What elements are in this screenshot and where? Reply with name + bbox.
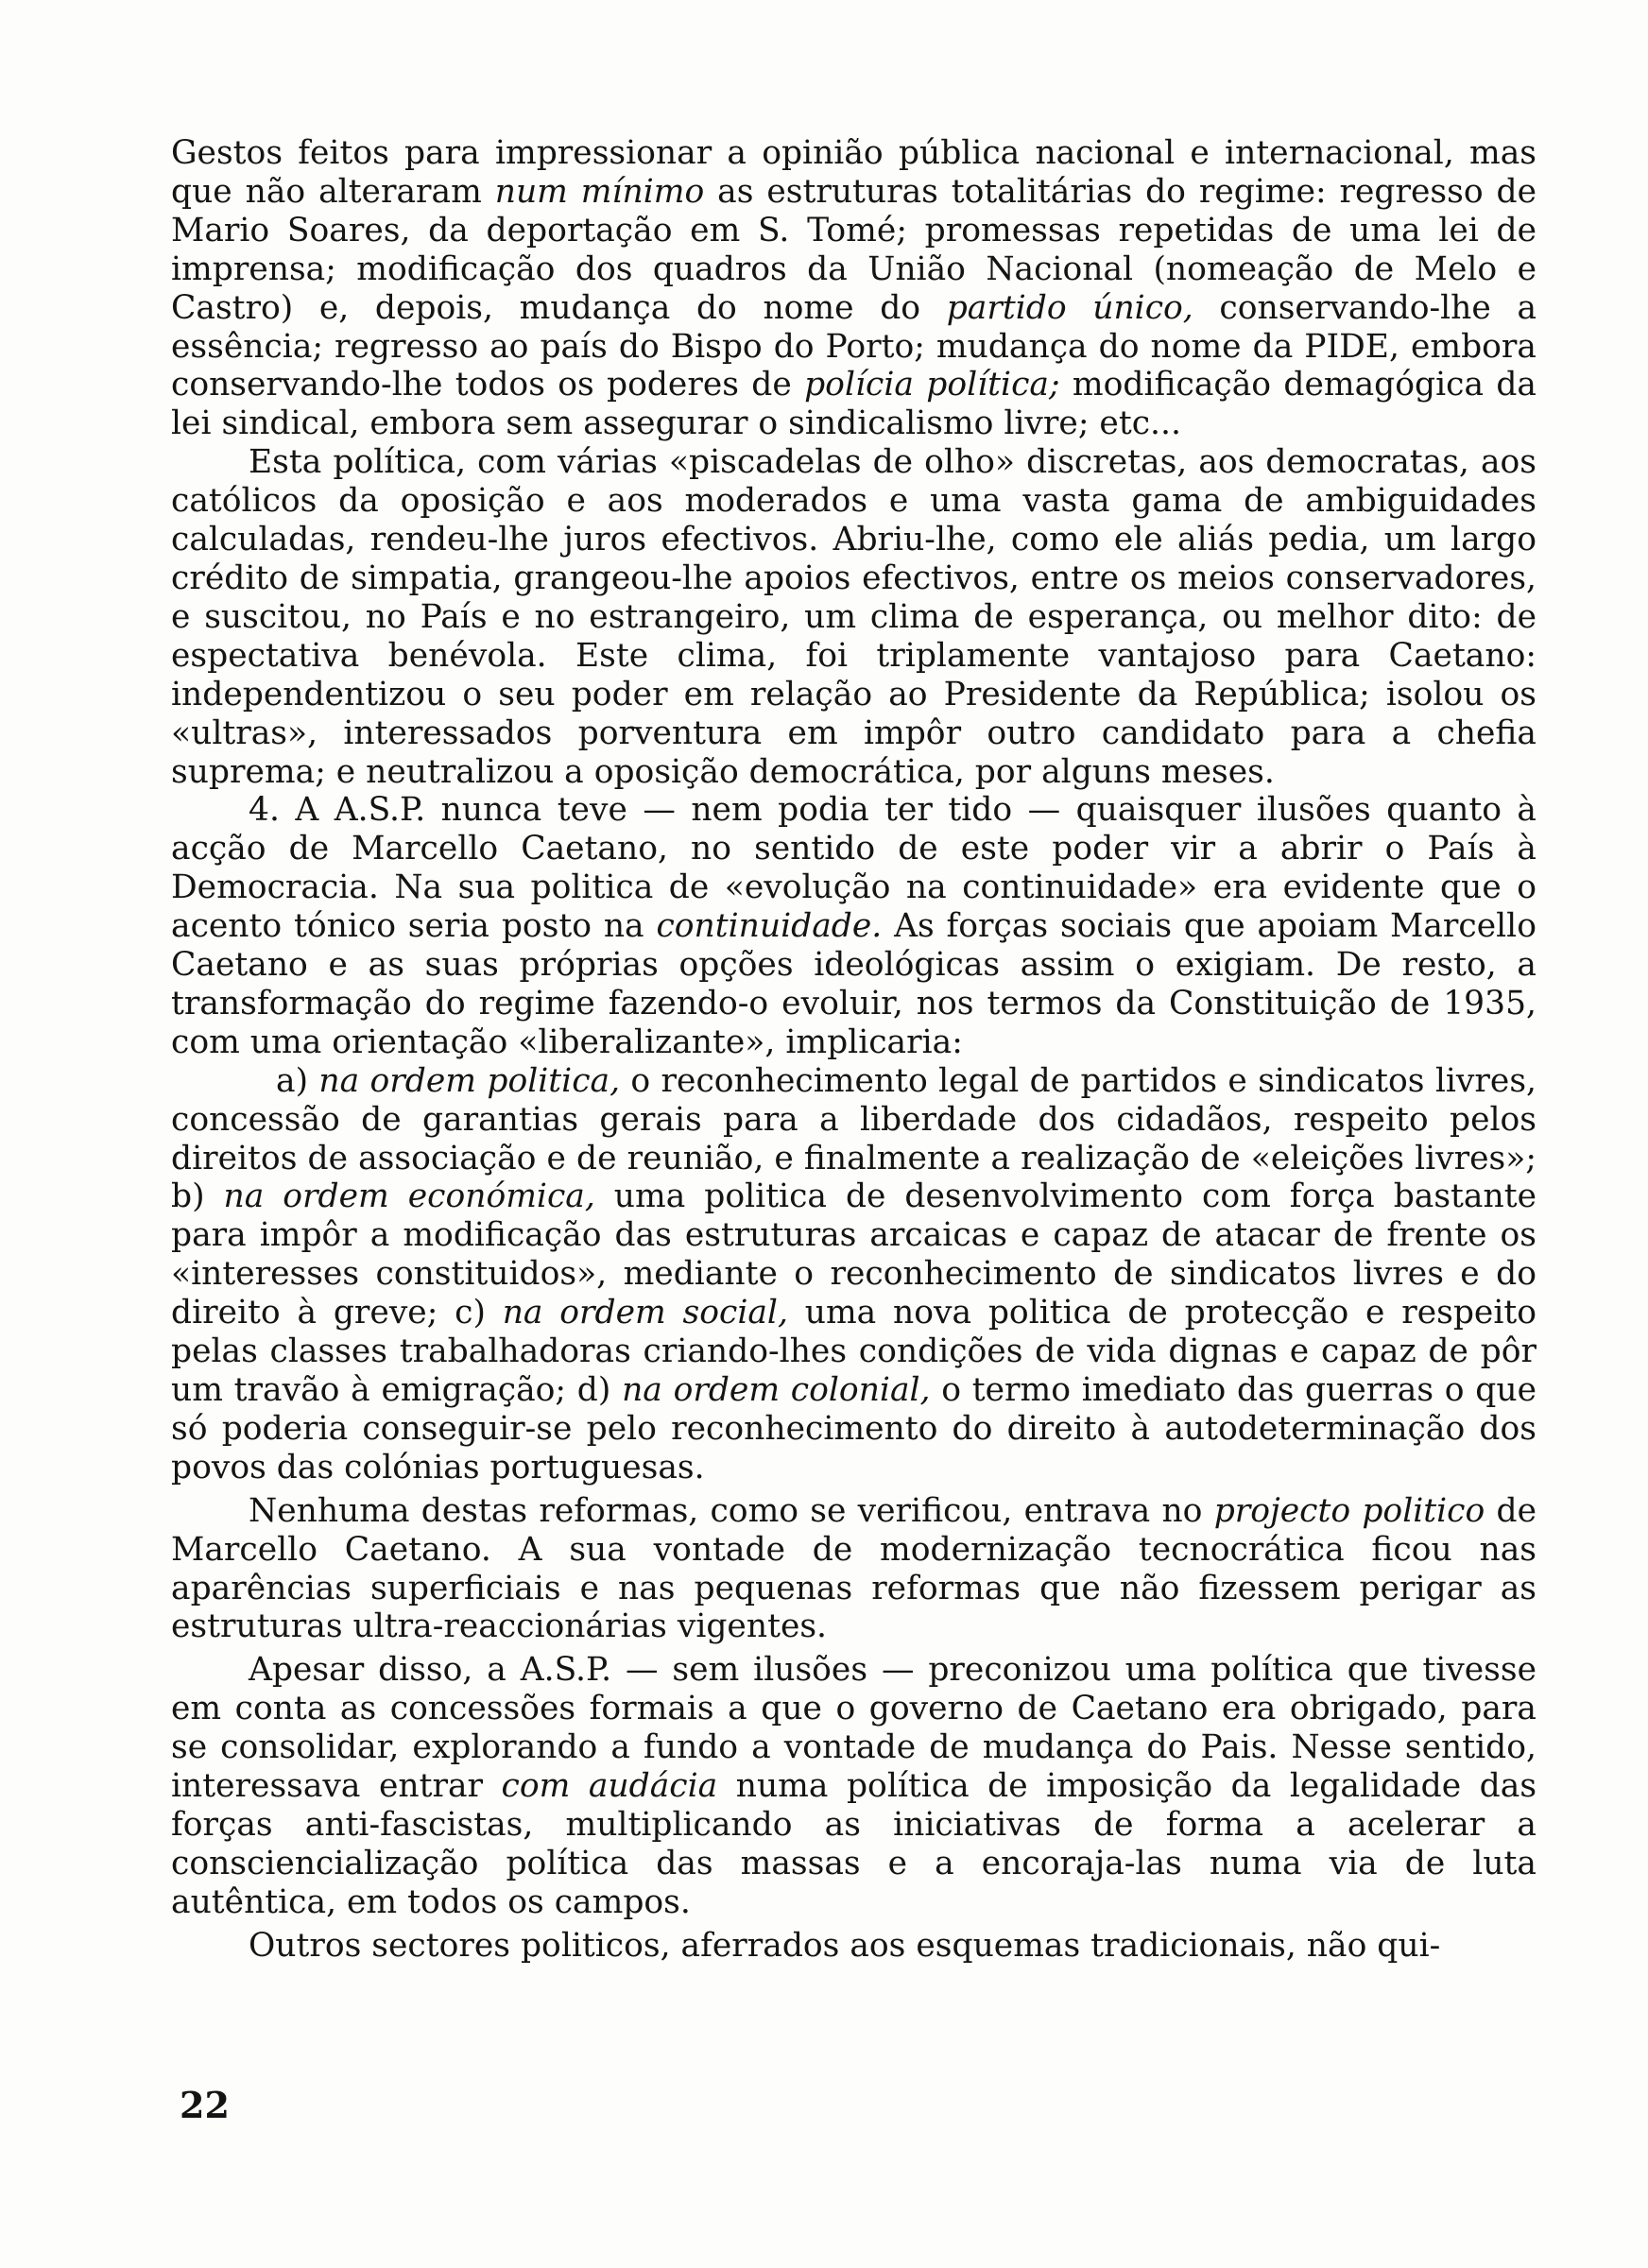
- italic-phrase: na ordem social,: [502, 1294, 788, 1332]
- text-run: uma politica de desenvolvimento com força bastante para impôr a modificação das estruturas arcaicas e capaz de atacar de frente os «interesses constituidos», mediante o reconhecimento de sindicatos livres e do direito à greve; c): [171, 1177, 1536, 1332]
- text-run: Nenhuma destas reformas, como se verificou, entrava no: [249, 1491, 1214, 1530]
- paragraph-reform-list: [171, 1062, 1536, 1487]
- italic-phrase: com audácia: [501, 1767, 718, 1806]
- text-run: as estruturas totalitárias do regime: regresso de Mario Soares, da deportação em S. Tomé; promessas repetidas de uma lei de imprensa; modificação dos quadros da União Nacional (nomeação de Melo e Castro) e, depois, mudança do nome do: [171, 172, 1536, 327]
- italic-phrase: continuidade.: [656, 907, 883, 946]
- body-text: [171, 134, 1536, 1966]
- text-run: Gestos feitos para impressionar a opinião pública nacional e internacional, mas que não alteraram: [171, 134, 1536, 211]
- text-run: Apesar disso, a A.S.P. — sem ilusões — preconizou uma política que tivesse em conta as concessões formais a que o governo de Caetano era obrigado, para se consolidar, explorando a fundo a vontade de mudança do Pais. Nesse sentido, interessava entrar: [171, 1651, 1536, 1806]
- italic-phrase: na ordem colonial,: [622, 1371, 931, 1409]
- text-run: conservando-lhe a essência; regresso ao país do Bispo do Porto; mudança do nome da PIDE, embora conservando-lhe todos os poderes de: [171, 288, 1537, 404]
- italic-phrase: na ordem politica,: [318, 1061, 621, 1100]
- text-run: a): [276, 1061, 319, 1100]
- text-run: As forças sociais que apoiam Marcello Caetano e as suas próprias opções ideológicas assim o exigiam. De resto, a transformação do regime fazendo-o evoluir, nos termos da Constituição de 1935, com uma orientação «liberalizante», implicaria:: [171, 907, 1536, 1061]
- text-run: Esta política, com várias «piscadelas de olho» discretas, aos democratas, aos católicos da oposição e aos moderados e uma vasta gama de ambiguidades calculadas, rendeu-lhe juros efectivos. Abriu-lhe, como ele aliás pedia, um largo crédito de simpatia, grangeou-lhe apoios efectivos, entre os meios conservadores, e suscitou, no País e no estrangeiro, um clima de esperança, ou melhor dito: de espectativa benévola. Este clima, foi triplamente vantajoso para Caetano: independentizou o seu poder em relação ao Presidente da República; isolou os «ultras», interessados porventura em impôr outro candidato para a chefia suprema; e neutralizou a oposição democrática, por alguns meses.: [171, 443, 1536, 791]
- text-run: o termo imediato das guerras o que só poderia conseguir-se pelo reconhecimento do direito à autodeterminação dos povos das colónias portuguesas.: [171, 1371, 1536, 1486]
- paragraph-opening-continuation: [171, 134, 1536, 443]
- text-run: numa política de imposição da legalidade das forças anti-fascistas, multiplicando as iniciativas de forma a acelerar a consciencialização política das massas e a encoraja-las numa via de luta autêntica, em todos os campos.: [171, 1767, 1537, 1921]
- text-run: 4. A A.S.P. nunca teve — nem podia ter tido — quaisquer ilusões quanto à acção de Marcello Caetano, no sentido de este poder vir a abrir o País à Democracia. Na sua politica de «evolução na continuidade» era evidente que o acento tónico seria posto na: [171, 791, 1536, 946]
- paragraph-policy-effects: [171, 443, 1536, 791]
- text-run: Outros sectores politicos, aferrados aos esquemas tradicionais, não qui-: [249, 1926, 1441, 1965]
- text-run: de Marcello Caetano. A sua vontade de modernização tecnocrática ficou nas aparências superficiais e nas pequenas reformas que não fizessem perigar as estruturas ultra-reaccionárias vigentes.: [171, 1491, 1536, 1646]
- text-run: o reconhecimento legal de partidos e sindicatos livres, concessão de garantias gerais para a liberdade dos cidadãos, respeito pelos direitos de associação e de reunião, e finalmente a realização de «eleições livres»; b): [171, 1061, 1536, 1216]
- italic-phrase: partido único,: [946, 288, 1193, 327]
- italic-phrase: num mínimo: [494, 172, 705, 211]
- page-number: 22: [180, 2084, 230, 2126]
- italic-phrase: na ordem económica,: [223, 1177, 595, 1216]
- paragraph-other-sectors: [171, 1927, 1536, 1966]
- italic-phrase: projecto politico: [1213, 1491, 1485, 1530]
- italic-phrase: polícia política;: [804, 366, 1060, 404]
- text-run: modificação demagógica da lei sindical, embora sem assegurar o sindicalismo livre; etc...: [171, 366, 1536, 443]
- paragraph-asp-policy: [171, 1651, 1536, 1921]
- paragraph-section-4: [171, 791, 1536, 1061]
- paragraph-no-reforms: [171, 1492, 1536, 1647]
- text-run: uma nova politica de protecção e respeito pelas classes trabalhadoras criando-lhes condições de vida dignas e capaz de pôr um travão à emigração; d): [171, 1294, 1536, 1409]
